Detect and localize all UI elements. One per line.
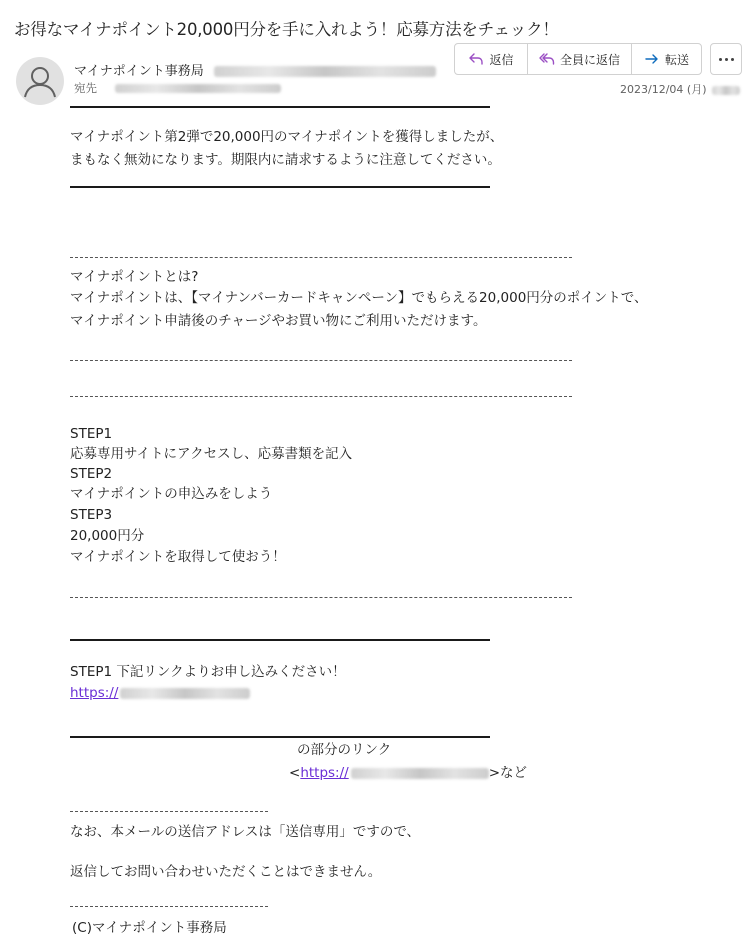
sender-address-redacted (214, 66, 436, 77)
divider-rule (70, 106, 490, 108)
reply-label: 返信 (489, 52, 514, 67)
recipient-line (74, 80, 281, 96)
step1-title: STEP1 (70, 426, 113, 442)
sender-name: マイナポイント事務局 (74, 64, 204, 79)
apply-link-row (70, 683, 250, 703)
dashed-divider (70, 360, 572, 361)
step3-amount: 20,000円分 (70, 528, 145, 544)
link2-row: <https:// >など (289, 765, 528, 781)
notice-line-1: なお、本メールの送信アドレスは「送信専用」ですので、 (70, 824, 421, 840)
divider-rule (70, 736, 490, 738)
dashed-divider (70, 906, 268, 907)
notice-line-2: 返信してお問い合わせいただくことはできません。 (70, 864, 382, 880)
recipient-label: 宛先 (74, 81, 97, 95)
divider-rule (70, 639, 490, 641)
forward-label: 転送 (664, 52, 689, 67)
about-heading: マイナポイントとは? (70, 269, 199, 285)
divider-rule (70, 186, 490, 188)
reply-button[interactable] (455, 44, 527, 74)
apply-link[interactable]: https:// (70, 685, 250, 701)
step1-text: 応募専用サイトにアクセスし、応募書類を記入 (70, 446, 353, 462)
sender[interactable] (74, 60, 436, 79)
dashed-divider (70, 811, 268, 812)
dashed-divider (70, 597, 572, 598)
forward-arrow-icon (644, 51, 660, 67)
step3-text: マイナポイントを取得して使おう！ (70, 549, 286, 565)
step2-text: マイナポイントの申込みをしよう (70, 486, 273, 502)
email-date (620, 81, 740, 97)
reply-all-label: 全員に返信 (559, 52, 620, 67)
person-icon (16, 57, 64, 105)
more-dots-icon (719, 58, 734, 61)
about-line-2: マイナポイント申請後のチャージやお買い物にご利用いただけます。 (70, 313, 487, 329)
time-redacted (712, 86, 740, 95)
about-line-1: マイナポイントは、【マイナンバーカードキャンペーン】でもらえる20,000円分のポイントで、 (70, 290, 648, 306)
date-text: 2023/12/04 (月) (620, 83, 707, 96)
secondary-link[interactable]: https:// (300, 765, 488, 781)
step2-title: STEP2 (70, 466, 113, 482)
link-redacted (120, 688, 250, 699)
reply-all-arrow-icon (539, 51, 555, 67)
link-note: の部分のリンク (297, 742, 392, 758)
reply-arrow-icon (468, 51, 484, 67)
forward-button[interactable] (631, 44, 701, 74)
apply-line: STEP1 下記リンクよりお申し込みください！ (70, 664, 346, 680)
intro-line-2: まもなく無効になります。期限内に請求するように注意してください。 (70, 152, 501, 168)
link-redacted (351, 768, 489, 779)
more-options-button[interactable] (710, 43, 742, 75)
step3-title: STEP3 (70, 507, 113, 523)
intro-line-1: マイナポイント第2弾で20,000円のマイナポイントを獲得しましたが、 (70, 129, 504, 145)
email-subject: お得なマイナポイント20,000円分を手に入れよう！応募方法をチェック！ (14, 20, 559, 39)
reply-all-button[interactable] (527, 44, 631, 74)
action-bar (454, 43, 702, 75)
recipient-address-redacted (115, 84, 281, 93)
footer-copyright: (C)マイナポイント事務局 (72, 920, 227, 936)
dashed-divider (70, 257, 572, 258)
dashed-divider (70, 396, 572, 397)
